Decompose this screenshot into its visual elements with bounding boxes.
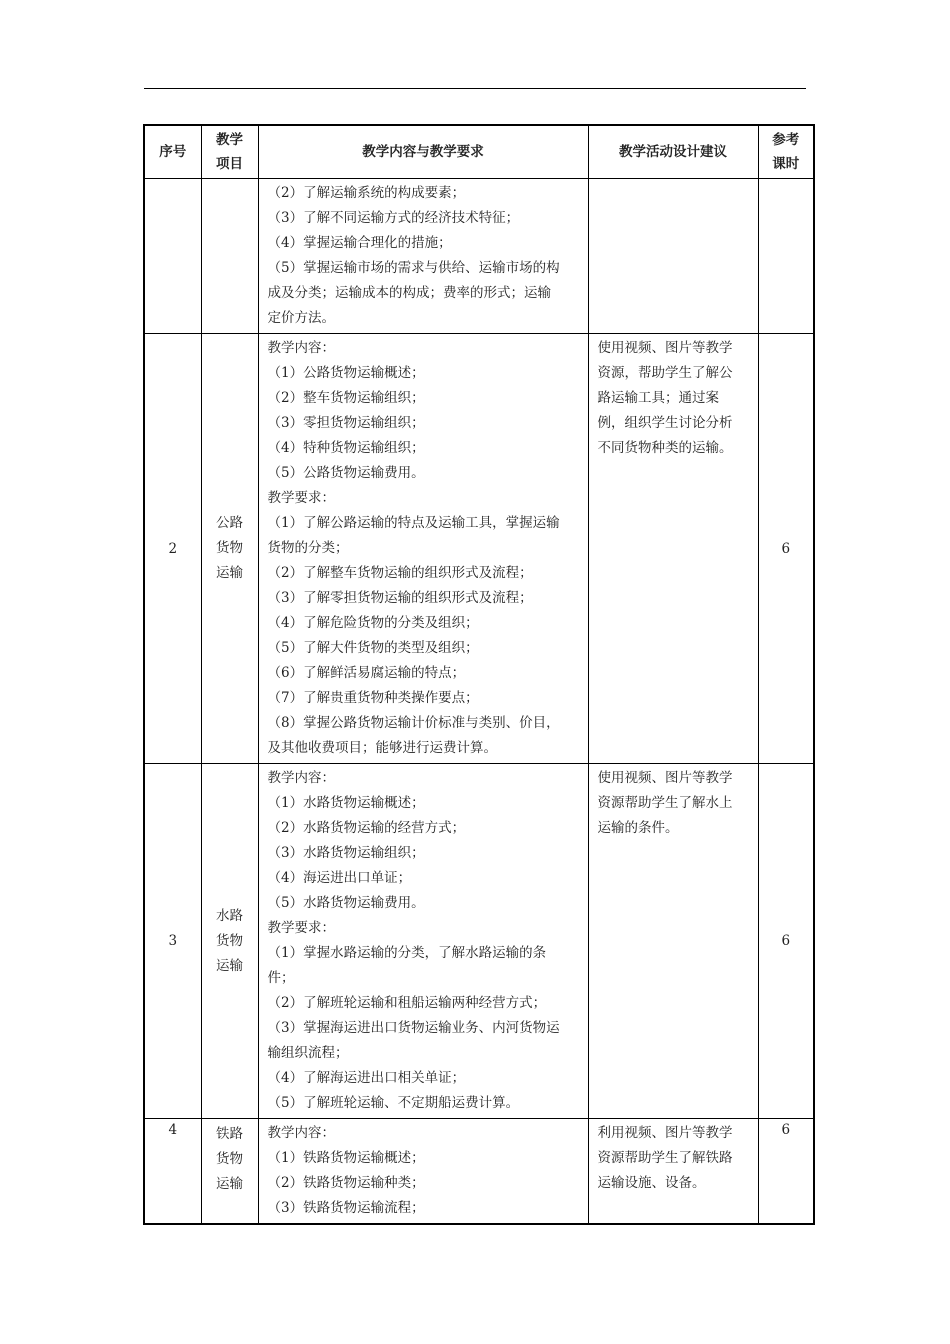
activity-line: 资源，帮助学生了解公 <box>597 365 733 381</box>
content-line: （1）掌握水路运输的分类，了解水路运输的条 <box>267 945 547 961</box>
content-line: （5）水路货物运输费用。 <box>267 895 425 911</box>
row-hours <box>758 179 814 334</box>
content-line: 教学要求： <box>267 490 335 506</box>
row-idx: 2 <box>144 334 201 764</box>
row-hours: 6 <box>758 1119 814 1225</box>
row-idx: 4 <box>144 1119 201 1225</box>
header-idx: 序号 <box>144 125 201 179</box>
content-line: （2）了解运输系统的构成要素； <box>267 185 466 201</box>
row-activity <box>588 334 758 764</box>
content-line: （5）了解大件货物的类型及组织； <box>267 640 479 656</box>
content-line: （3）零担货物运输组织； <box>267 415 425 431</box>
content-line: 教学内容： <box>267 770 335 786</box>
content-line: （2）整车货物运输组织； <box>267 390 425 406</box>
name-line: 运输 <box>216 1176 243 1192</box>
content-line: （2）水路货物运输的经营方式； <box>267 820 466 836</box>
header-item-line1: 教学 <box>216 132 243 148</box>
header-content: 教学内容与教学要求 <box>258 125 588 179</box>
activity-line: 不同货物种类的运输。 <box>597 440 733 456</box>
content-line: （2）了解班轮运输和租船运输两种经营方式； <box>267 995 547 1011</box>
header-item <box>201 125 258 179</box>
content-line: （3）了解不同运输方式的经济技术特征； <box>267 210 520 226</box>
name-line: 货物 <box>216 540 243 556</box>
content-line: （1）水路货物运输概述； <box>267 795 425 811</box>
content-line: （2）了解整车货物运输的组织形式及流程； <box>267 565 533 581</box>
table-header-row <box>144 125 814 179</box>
content-line: 教学内容： <box>267 340 335 356</box>
row-name <box>201 764 258 1119</box>
content-line: 定价方法。 <box>267 310 335 326</box>
content-line: 教学要求： <box>267 920 335 936</box>
header-hours-line2: 课时 <box>772 156 800 172</box>
content-line: （6）了解鲜活易腐运输的特点； <box>267 665 466 681</box>
activity-line: 利用视频、图片等教学 <box>597 1125 733 1141</box>
content-line: （4）特种货物运输组织； <box>267 440 425 456</box>
row-name <box>201 1119 258 1225</box>
content-line: （3）了解零担货物运输的组织形式及流程； <box>267 590 533 606</box>
content-line: （4）海运进出口单证； <box>267 870 412 886</box>
header-hours <box>758 125 814 179</box>
header-hours-line1: 参考 <box>772 132 800 148</box>
row-name <box>201 334 258 764</box>
name-line: 货物 <box>216 932 243 949</box>
table-row <box>144 334 814 764</box>
content-line: （1）了解公路运输的特点及运输工具，掌握运输 <box>267 515 560 531</box>
header-item-line2: 项目 <box>216 156 243 172</box>
name-line: 运输 <box>216 957 243 974</box>
content-line: （4）了解海运进出口相关单证； <box>267 1070 466 1086</box>
content-line: （3）掌握海运进出口货物运输业务、内河货物运 <box>267 1020 560 1036</box>
activity-line: 路运输工具；通过案 <box>597 390 719 406</box>
content-line: （3）铁路货物运输流程； <box>267 1200 425 1216</box>
content-line: （7）了解贵重货物种类操作要点； <box>267 690 479 706</box>
row-content <box>258 334 588 764</box>
content-line: （1）公路货物运输概述； <box>267 365 425 381</box>
content-line: （1）铁路货物运输概述； <box>267 1150 425 1166</box>
content-line: （3）水路货物运输组织； <box>267 845 425 861</box>
activity-line: 使用视频、图片等教学 <box>597 770 733 786</box>
row-content <box>258 1119 588 1225</box>
table-row <box>144 764 814 1119</box>
activity-line: 例，组织学生讨论分析 <box>597 415 733 431</box>
row-hours: 6 <box>758 334 814 764</box>
activity-line: 运输的条件。 <box>597 820 679 836</box>
name-line: 货物 <box>216 1151 243 1167</box>
name-line: 公路 <box>216 515 243 531</box>
row-activity <box>588 179 758 334</box>
row-idx <box>144 179 201 334</box>
content-line: 及其他收费项目；能够进行运费计算。 <box>267 740 497 756</box>
content-line: （4）掌握运输合理化的措施； <box>267 235 452 251</box>
row-activity <box>588 764 758 1119</box>
content-line: （4）了解危险货物的分类及组织； <box>267 615 479 631</box>
content-line: （5）掌握运输市场的需求与供给、运输市场的构 <box>267 260 560 276</box>
content-line: 输组织流程； <box>267 1045 349 1061</box>
activity-line: 资源帮助学生了解铁路 <box>597 1150 733 1166</box>
activity-line: 资源帮助学生了解水上 <box>597 795 733 811</box>
row-idx: 3 <box>144 764 201 1119</box>
header-rule <box>144 88 806 89</box>
content-line: （5）公路货物运输费用。 <box>267 465 425 481</box>
table-row <box>144 179 814 334</box>
row-name <box>201 179 258 334</box>
name-line: 运输 <box>216 565 243 581</box>
curriculum-table <box>143 124 815 1225</box>
row-content <box>258 179 588 334</box>
header-activity: 教学活动设计建议 <box>588 125 758 179</box>
content-line: （2）铁路货物运输种类； <box>267 1175 425 1191</box>
row-content <box>258 764 588 1119</box>
name-line: 水路 <box>216 907 243 924</box>
content-line: 教学内容： <box>267 1125 335 1141</box>
content-line: （8）掌握公路货物运输计价标准与类别、价目， <box>267 715 560 731</box>
name-line: 铁路 <box>216 1126 243 1142</box>
activity-line: 使用视频、图片等教学 <box>597 340 733 356</box>
content-line: 成及分类；运输成本的构成；费率的形式；运输 <box>267 285 551 301</box>
table-row <box>144 1119 814 1225</box>
row-activity <box>588 1119 758 1225</box>
activity-line: 运输设施、设备。 <box>597 1175 706 1191</box>
content-line: （5）了解班轮运输、不定期船运费计算。 <box>267 1095 520 1111</box>
row-hours: 6 <box>758 764 814 1119</box>
content-line: 货物的分类； <box>267 540 349 556</box>
content-line: 件； <box>267 970 295 986</box>
